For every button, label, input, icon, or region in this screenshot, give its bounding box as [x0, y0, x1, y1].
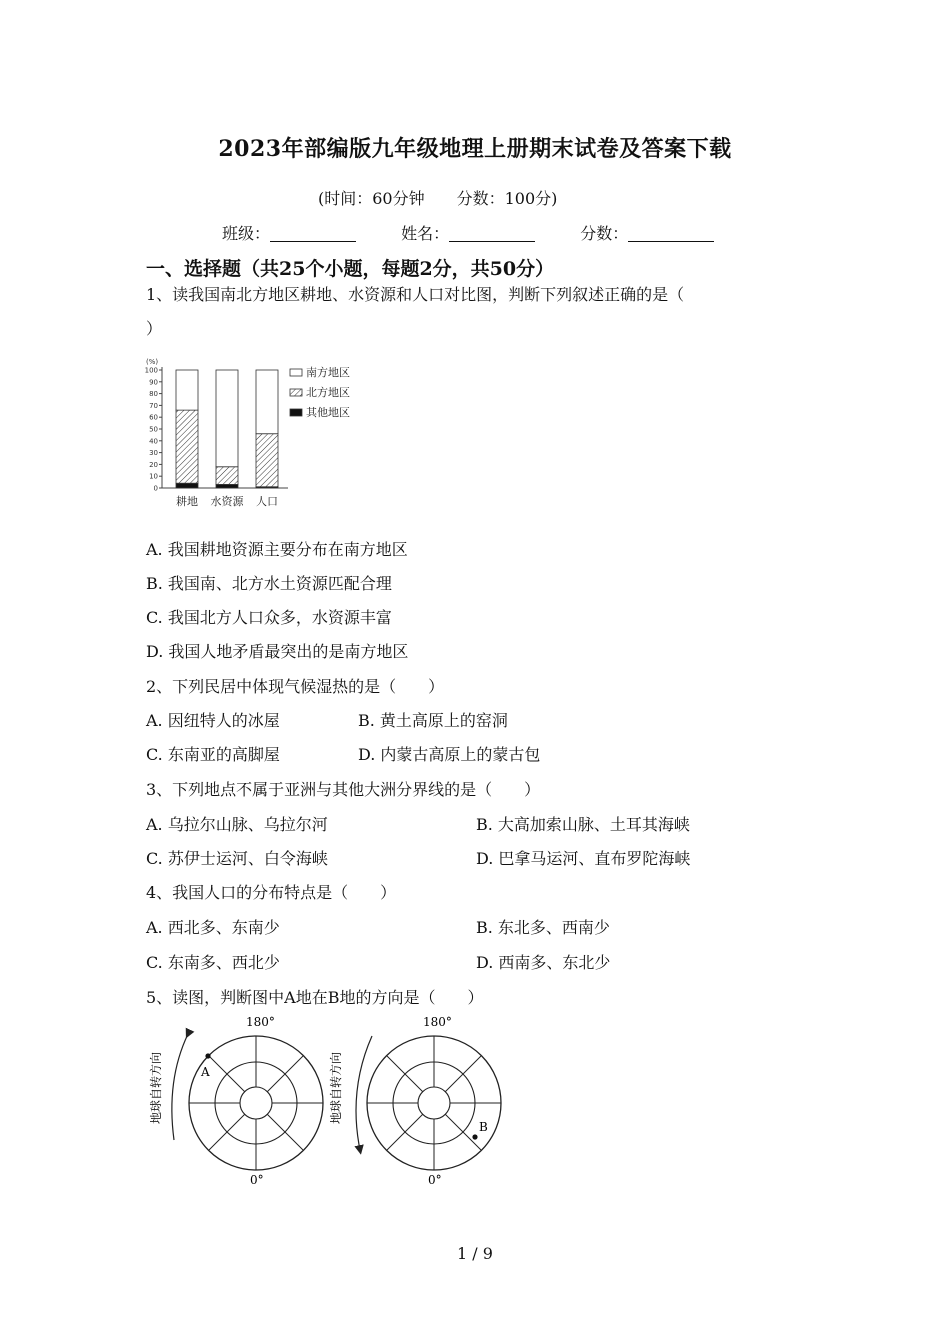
q3-option-d[interactable]: D. 巴拿马运河、直布罗陀海峡	[476, 849, 691, 868]
question-4-stem: 4、我国人口的分布特点是（ ）	[146, 883, 397, 902]
page-title: 2023年部编版九年级地理上册期末试卷及答案下载	[218, 136, 732, 162]
q1-option-b[interactable]: B. 我国南、北方水土资源匹配合理	[146, 574, 392, 593]
y-tick-label: 50	[149, 425, 158, 434]
bar-segment-1-1	[216, 467, 238, 485]
question-1-stem: 1、读我国南北方地区耕地、水资源和人口对比图，判断下列叙述正确的是（	[146, 285, 685, 304]
q2-option-b[interactable]: B. 黄土高原上的窑洞	[358, 711, 508, 730]
name-field[interactable]: 姓名：	[401, 221, 535, 244]
question-3-stem: 3、下列地点不属于亚洲与其他大洲分界线的是（ ）	[146, 780, 541, 799]
legend-swatch	[290, 409, 302, 416]
y-unit-label: (%)	[146, 358, 159, 366]
label-0-left: 0°	[250, 1173, 264, 1187]
point-a-label: A	[201, 1065, 210, 1079]
polar-view-diagrams	[140, 1010, 540, 1190]
label-180-right: 180°	[423, 1015, 452, 1029]
legend-swatch	[290, 369, 302, 376]
score-field[interactable]: 分数：	[580, 221, 714, 244]
bar-segment-0-1	[176, 410, 198, 483]
label-0-right: 0°	[428, 1173, 442, 1187]
q4-option-d[interactable]: D. 西南多、东北少	[476, 953, 611, 972]
y-tick-label: 0	[153, 484, 158, 493]
legend-label: 南方地区	[306, 366, 350, 379]
bar-segment-0-2	[176, 370, 198, 410]
label-180-left: 180°	[246, 1015, 275, 1029]
bar-segment-2-2	[256, 370, 278, 434]
rotation-label-left: 地球自转方向	[149, 1051, 163, 1124]
q4-option-a[interactable]: A. 西北多、东南少	[146, 918, 280, 937]
point-b-marker	[472, 1134, 477, 1139]
exam-total-score: 分数：100分)	[456, 189, 558, 208]
q4-option-c[interactable]: C. 东南多、西北少	[146, 953, 280, 972]
legend-swatch	[290, 389, 302, 396]
q2-option-c[interactable]: C. 东南亚的高脚屋	[146, 745, 280, 764]
y-tick-label: 10	[149, 472, 158, 481]
x-category-label: 人口	[256, 495, 278, 508]
legend-label: 其他地区	[306, 406, 350, 419]
q3-option-a[interactable]: A. 乌拉尔山脉、乌拉尔河	[146, 815, 328, 834]
q3-option-c[interactable]: C. 苏伊士运河、白令海峡	[146, 849, 328, 868]
exam-time: (时间：60分钟	[318, 189, 425, 208]
stacked-bar-chart	[140, 352, 380, 512]
q1-option-d[interactable]: D. 我国人地矛盾最突出的是南方地区	[146, 642, 409, 661]
point-b-label: B	[479, 1120, 488, 1134]
y-tick-label: 30	[149, 449, 158, 458]
y-tick-label: 70	[149, 401, 158, 410]
student-fields	[222, 221, 754, 244]
question-5-stem: 5、读图，判断图中A地在B地的方向是（ ）	[146, 988, 484, 1007]
q4-option-b[interactable]: B. 东北多、西南少	[476, 918, 610, 937]
x-category-label: 水资源	[210, 495, 244, 508]
bar-segment-1-2	[216, 370, 238, 467]
polar-diagram-right	[328, 1015, 501, 1187]
y-tick-label: 40	[149, 437, 158, 446]
question-2-stem: 2、下列民居中体现气候湿热的是（ ）	[146, 677, 445, 696]
point-a-marker	[205, 1053, 210, 1058]
y-tick-label: 90	[149, 378, 158, 387]
y-tick-label: 20	[149, 460, 158, 469]
rotation-arrow-left	[172, 1034, 188, 1140]
exam-meta	[318, 186, 557, 209]
y-tick-label: 80	[149, 390, 158, 399]
page-number: 1 / 9	[457, 1244, 493, 1263]
q1-option-c[interactable]: C. 我国北方人口众多，水资源丰富	[146, 608, 392, 627]
section-heading: 一、选择题（共25个小题，每题2分，共50分）	[146, 258, 555, 280]
class-field[interactable]: 班级：	[222, 221, 356, 244]
q2-option-d[interactable]: D. 内蒙古高原上的蒙古包	[358, 745, 541, 764]
q2-option-a[interactable]: A. 因纽特人的冰屋	[146, 711, 280, 730]
q3-option-b[interactable]: B. 大高加索山脉、土耳其海峡	[476, 815, 690, 834]
rotation-label-right: 地球自转方向	[329, 1051, 343, 1124]
bar-segment-2-1	[256, 434, 278, 487]
polar-diagram-left	[148, 1015, 323, 1187]
x-category-label: 耕地	[176, 495, 198, 508]
question-1-stem-cont: ）	[146, 319, 163, 338]
rotation-arrow-right	[356, 1036, 372, 1150]
y-tick-label: 100	[144, 366, 158, 375]
bar-segment-0-0	[176, 483, 198, 488]
y-tick-label: 60	[149, 413, 158, 422]
q1-option-a[interactable]: A. 我国耕地资源主要分布在南方地区	[146, 540, 408, 559]
bar-segment-1-0	[216, 484, 238, 488]
legend-label: 北方地区	[306, 386, 350, 399]
